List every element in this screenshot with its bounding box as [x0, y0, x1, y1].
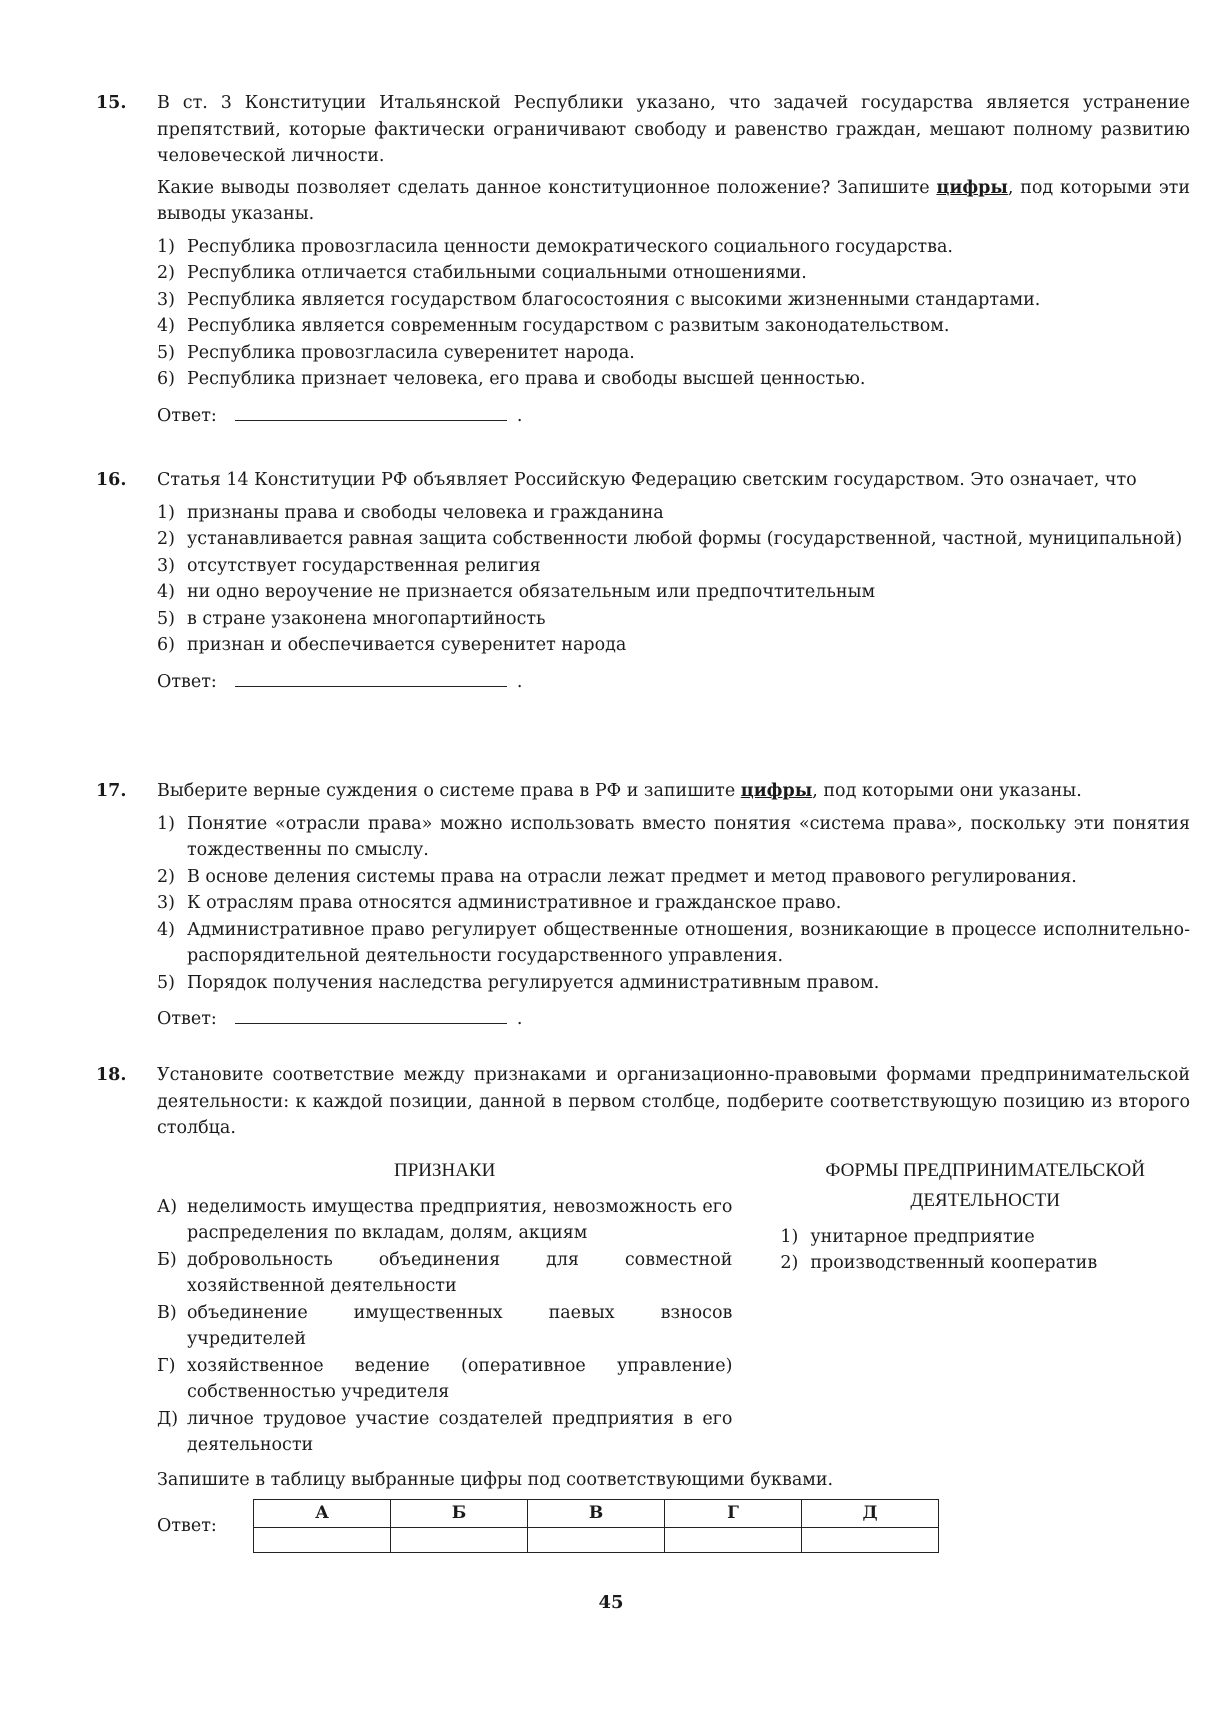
emphasis-digits: цифры — [740, 781, 813, 801]
options-list — [157, 500, 1190, 659]
option-item: 6) Республика признает человека, его права и свободы высшей ценностью. — [157, 369, 866, 389]
option-item: 4) Административное право регулирует общественные отношения, возникающие в процессе исполнительно-распорядительной деятельности государственного управления. — [157, 919, 1190, 966]
question-intro: Статья 14 Конституции РФ объявляет Российскую Федерацию светским государством. Это означает, что — [157, 470, 1137, 490]
table-letter: А — [254, 1500, 391, 1528]
answer-cell[interactable] — [528, 1527, 665, 1552]
form-item: 2) производственный кооператив — [780, 1253, 1098, 1273]
answer-field[interactable] — [235, 404, 507, 421]
question-number: 17. — [96, 781, 127, 801]
answer-table-row — [157, 1499, 1190, 1553]
table-letter: В — [528, 1500, 665, 1528]
question-number: 16. — [96, 470, 127, 490]
option-item: 3) К отраслям права относятся административное и гражданское право. — [157, 893, 842, 913]
table-letter: Б — [391, 1500, 528, 1528]
options-list — [157, 811, 1190, 997]
answer-cell[interactable] — [665, 1527, 802, 1552]
question-intro: Установите соответствие между признаками и организационно-правовыми формами предпринимательской деятельности: к каждой позиции, данной в первом столбце, подберите соответствующую позицию из второго столбца. — [157, 1065, 1190, 1138]
matching-columns — [157, 1156, 1190, 1459]
form-item: 1) унитарное предприятие — [780, 1226, 1035, 1247]
feature-item: А) неделимость имущества предприятия, невозможность его распределения по вкладам, долям, акциям — [157, 1196, 733, 1243]
option-item: 4) ни одно вероучение не признается обязательным или предпочтительным — [157, 582, 876, 602]
emphasis-digits: цифры — [936, 177, 1008, 198]
table-letter: Г — [665, 1500, 802, 1528]
feature-item: В) объединение имущественных паевых взносов учредителей — [157, 1302, 733, 1349]
feature-item: Д) личное трудовое участие создателей предприятия в его деятельности — [157, 1408, 733, 1455]
answer-label: Ответ: — [157, 1009, 217, 1029]
answer-field[interactable] — [235, 670, 507, 687]
answer-cell[interactable] — [254, 1527, 391, 1552]
forms-header: ФОРМЫ ПРЕДПРИНИМАТЕЛЬСКОЙ ДЕЯТЕЛЬНОСТИ — [825, 1159, 1145, 1211]
option-item: 5) Порядок получения наследства регулируется административным правом. — [157, 972, 880, 993]
forms-column — [780, 1156, 1190, 1459]
question-number: 18. — [96, 1065, 127, 1085]
answer-label: Ответ: — [157, 405, 217, 426]
option-item: 1) Республика провозгласила ценности демократического социального государства. — [157, 236, 953, 257]
feature-item: Г) хозяйственное ведение (оперативное управление) собственностью учредителя — [157, 1355, 733, 1402]
answer-field[interactable] — [235, 1007, 507, 1024]
options-list — [157, 234, 1190, 393]
question-task: Выберите верные суждения о системе права в РФ и запишите цифры, под которыми они указаны. — [157, 781, 1082, 801]
answer-table — [253, 1499, 939, 1553]
question-task: Какие выводы позволяет сделать данное конституционное положение? Запишите цифры, под которыми эти выводы указаны. — [157, 177, 1190, 224]
table-instruction: Запишите в таблицу выбранные цифры под соответствующими буквами. — [157, 1469, 834, 1490]
option-item: 5) Республика провозгласила суверенитет народа. — [157, 342, 635, 363]
feature-item: Б) добровольность объединения для совместной хозяйственной деятельности — [157, 1249, 733, 1296]
option-item: 6) признан и обеспечивается суверенитет народа — [157, 635, 627, 655]
option-item: 1) признаны права и свободы человека и гражданина — [157, 502, 664, 523]
features-column — [157, 1156, 732, 1459]
option-item: 3) отсутствует государственная религия — [157, 555, 541, 576]
option-item: 2) В основе деления системы права на отрасли лежат предмет и метод правового регулирования. — [157, 866, 1077, 887]
option-item: 2) устанавливается равная защита собственности любой формы (государственной, частной, муниципальной) — [157, 529, 1183, 549]
answer-label: Ответ: — [157, 1515, 217, 1536]
table-answer-row — [254, 1527, 939, 1552]
option-item: 4) Республика является современным государством с развитым законодательством. — [157, 316, 950, 336]
question-16 — [96, 467, 1190, 695]
page-number: 45 — [598, 1592, 624, 1613]
answer-row: Ответ: . — [157, 1006, 1190, 1033]
option-item: 2) Республика отличается стабильными социальными отношениями. — [157, 263, 807, 283]
question-number: 15. — [96, 93, 127, 113]
table-letter: Д — [802, 1500, 939, 1528]
answer-label: Ответ: — [157, 671, 217, 692]
option-item: 1) Понятие «отрасли права» можно использовать вместо понятия «система права», поскольку эти понятия тождественны по смыслу. — [157, 813, 1190, 860]
option-item: 5) в стране узаконена многопартийность — [157, 608, 546, 629]
answer-row: Ответ: . — [157, 669, 1190, 696]
question-17 — [96, 778, 1190, 1033]
answer-cell[interactable] — [802, 1527, 939, 1552]
features-header: ПРИЗНАКИ — [394, 1159, 496, 1181]
answer-row: Ответ: . — [157, 403, 1190, 430]
question-15 — [96, 90, 1190, 429]
question-intro: В ст. 3 Конституции Итальянской Республики указано, что задачей государства является устранение препятствий, которые фактически ограничивают свободу и равенство граждан, мешают полному развитию человеческой личности. — [157, 93, 1190, 166]
answer-cell[interactable] — [391, 1527, 528, 1552]
question-18 — [96, 1062, 1190, 1553]
option-item: 3) Республика является государством благосостояния с высокими жизненными стандартами. — [157, 289, 1041, 310]
table-header-row — [254, 1500, 939, 1528]
